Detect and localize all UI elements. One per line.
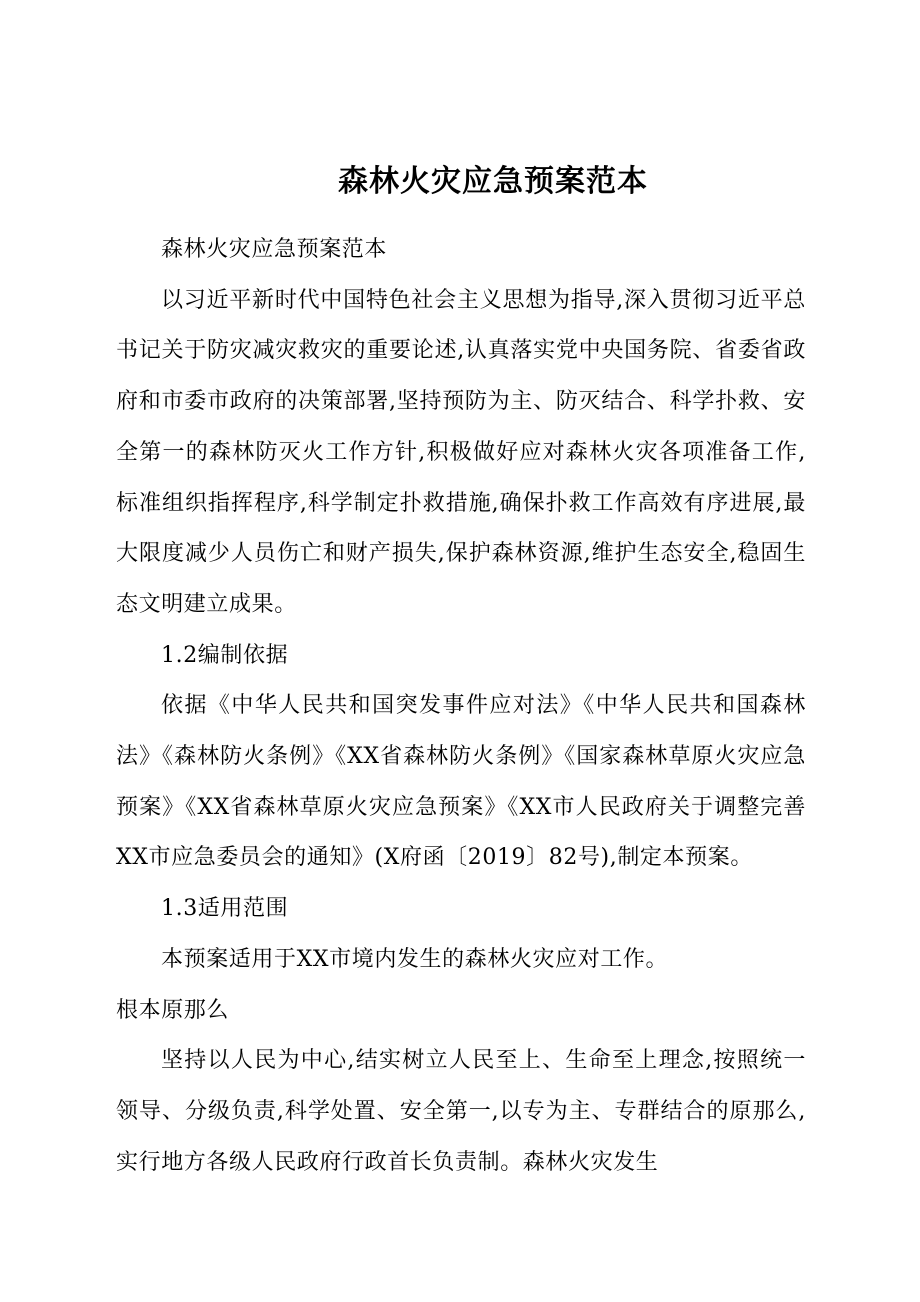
basis-paragraph: 依据《中华人民共和国突发事件应对法》《中华人民共和国森林法》《森林防火条例》《XX省森林防火条例》《国家森林草原火灾应急预案》《XX省森林草原火灾应急预案》《XX市人民政府关于调整完善XX市应急委员会的通知》(X府函〔2019〕82号),制定本预案。: [116, 693, 806, 871]
section-heading-principles: 根本原那么: [116, 997, 230, 1023]
document-title: 森林火灾应急预案范本: [338, 164, 648, 199]
principles-paragraph: 坚持以人民为中心,结实树立人民至上、生命至上理念,按照统一领导、分级负责,科学处置、安全第一,以专为主、专群结合的原那么,实行地方各级人民政府行政首长负责制。森林火灾发生: [116, 1048, 806, 1175]
subtitle-paragraph: 森林火灾应急预案范本: [161, 237, 388, 262]
section-heading-scope: 1.3适用范围: [161, 896, 289, 922]
guiding-principle-paragraph: 以习近平新时代中国特色社会主义思想为指导,深入贯彻习近平总书记关于防灾减灾救灾的重要论述,认真落实党中央国务院、省委省政府和市委市政府的决策部署,坚持预防为主、防灭结合、科学扑救、安全第一的森林防灭火工作方针,积极做好应对森林火灾各项准备工作,标准组织指挥程序,科学制定扑救措施,确保扑救工作高效有序进展,最大限度减少人员伤亡和财产损失,保护森林资源,维护生态安全,稳固生态文明建立成果。: [116, 287, 806, 617]
scope-paragraph: 本预案适用于XX市境内发生的森林火灾应对工作。: [161, 946, 669, 972]
section-heading-basis: 1.2编制依据: [161, 642, 289, 668]
document-body: [116, 225, 806, 1188]
